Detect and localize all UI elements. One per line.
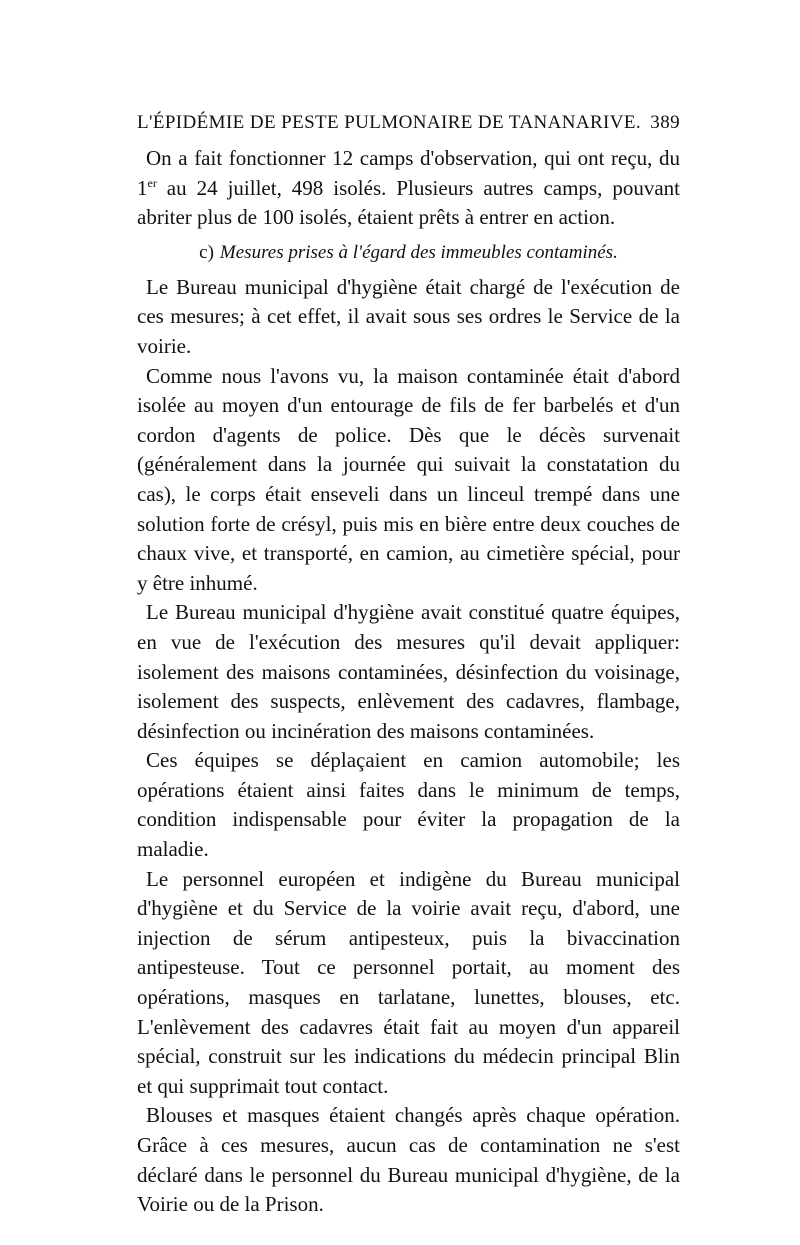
paragraph-bureau-hygiene: Le Bureau municipal d'hygiène était chargé de l'exécution de ces mesures; à cet effet, il avait sous ses ordres le Service de la voirie.: [137, 274, 680, 358]
section-heading: [137, 237, 680, 269]
book-page: [137, 108, 680, 1220]
paragraph-contaminated-house: Comme nous l'avons vu, la maison contaminée était d'abord isolée au moyen d'un entourage de fils de fer barbelés et d'un cordon d'agents de police. Dès que le décès survenait (généralement dans la journée qui suivait la constatation du cas), le corps était enseveli dans un linceul trempé dans une solution forte de crésyl, puis mis en bière entre deux couches de chaux vive, et transporté, en camion, au cimetière spécial, pour y être inhumé.: [137, 363, 680, 595]
paragraph-four-teams: Le Bureau municipal d'hygiène avait constitué quatre équipes, en vue de l'exécution des mesures qu'il devait appliquer: isolement des maisons contaminées, désinfection du voisinage, isolement des suspects, enlèvement des cadavres, flambage, désinfection ou incinération des maisons contaminées.: [137, 600, 680, 743]
body-text: [137, 144, 680, 1220]
paragraph-observation-camps: [137, 144, 680, 233]
paragraph-no-contamination: Blouses et masques étaient changés après chaque opération. Grâce à ces mesures, aucun cas de contamination ne s'est déclaré dans le personnel du Bureau municipal d'hygiène, de la Voirie ou de la Prison.: [137, 1103, 680, 1217]
running-title: L'ÉPIDÉMIE DE PESTE PULMONAIRE DE TANANARIVE.: [137, 112, 642, 133]
paragraph-1-end: au 24 juillet, 498 isolés. Plusieurs autres camps, pouvant abriter plus de 100 isolés, étaient prêts à entrer en action.: [137, 175, 680, 230]
ordinal-superscript: er: [147, 175, 157, 190]
section-heading-text: Mesures prises à l'égard des immeubles contaminés.: [219, 241, 618, 263]
section-letter: c): [199, 241, 214, 263]
paragraph-1-start: On a fait fonctionner 12 camps d'observation, qui ont reçu, du 1: [137, 146, 680, 200]
running-header: [137, 108, 680, 138]
page-number: 389: [650, 112, 680, 133]
paragraph-personnel-protection: Le personnel européen et indigène du Bureau municipal d'hygiène et du Service de la voirie avait reçu, d'abord, une injection de sérum antipesteux, puis la bivaccination antipesteuse. Tout ce personnel portait, au moment des opérations, masques en tarlatane, lunettes, blouses, etc. L'enlèvement des cadavres était fait au moyen d'un appareil spécial, construit sur les indications du médecin principal Blin et qui supprimait tout contact.: [137, 866, 680, 1098]
paragraph-truck-teams: Ces équipes se déplaçaient en camion automobile; les opérations étaient ainsi faites dans le minimum de temps, condition indispensable pour éviter la propagation de la maladie.: [137, 748, 680, 862]
